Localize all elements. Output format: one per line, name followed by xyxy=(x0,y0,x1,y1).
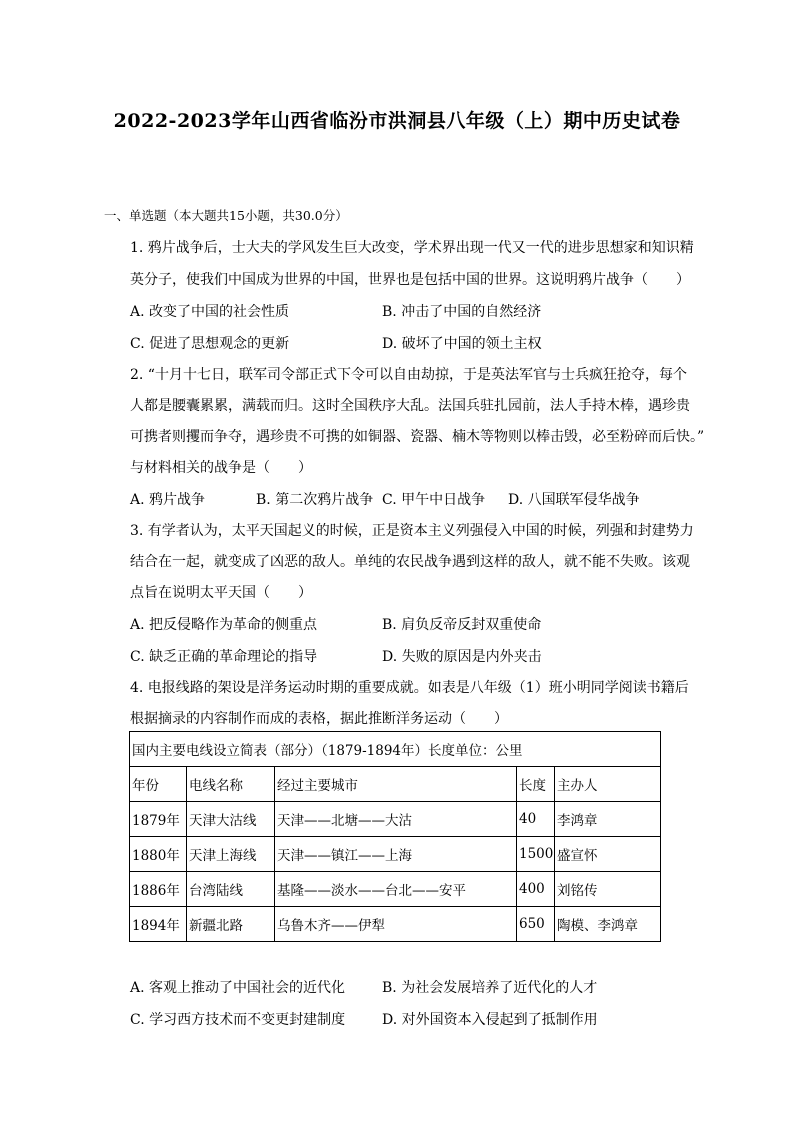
table-row xyxy=(130,872,661,907)
section-heading: 一、单选题（本大题共15小题，共30.0分） xyxy=(104,208,348,223)
cell-length: 40 xyxy=(517,802,555,837)
table-caption: 国内主要电线设立简表（部分）（1879-1894年）长度单位：公里 xyxy=(130,732,661,767)
cell-year: 1880年 xyxy=(130,837,187,872)
telegraph-line-table xyxy=(129,731,661,942)
q3-option-c[interactable]: C. 缺乏正确的革命理论的指导 xyxy=(130,649,318,665)
header-sponsor: 主办人 xyxy=(555,767,661,802)
cell-sponsor: 陶模、李鸿章 xyxy=(555,907,661,942)
cell-year: 1894年 xyxy=(130,907,187,942)
table-header-row xyxy=(130,767,661,802)
q2-option-a[interactable]: A. 鸦片战争 xyxy=(130,492,206,508)
q3-stem-line-2: 结合在一起，就变成了凶恶的敌人。单纯的农民战争遇到这样的敌人，就不能不失败。该观 xyxy=(130,554,690,570)
cell-cities: 乌鲁木齐——伊犁 xyxy=(275,907,517,942)
q2-option-c[interactable]: C. 甲午中日战争 xyxy=(382,492,486,508)
cell-line-name: 台湾陆线 xyxy=(187,872,275,907)
q3-option-d[interactable]: D. 失败的原因是内外夹击 xyxy=(382,649,542,665)
q3-stem-line-1: 3. 有学者认为，太平天国起义的时候，正是资本主义列强侵入中国的时候，列强和封建势力 xyxy=(130,523,694,539)
cell-sponsor: 盛宣怀 xyxy=(555,837,661,872)
cell-year: 1879年 xyxy=(130,802,187,837)
q2-stem-line-2: 人都是腰囊累累，满载而归。这时全国秩序大乱。法国兵驻扎园前，法人手持木棒，遇珍贵 xyxy=(130,398,690,414)
table-row xyxy=(130,802,661,837)
q1-option-a[interactable]: A. 改变了中国的社会性质 xyxy=(130,304,290,320)
q4-option-b[interactable]: B. 为社会发展培养了近代化的人才 xyxy=(382,980,598,996)
page-title: 2022-2023学年山西省临汾市洪洞县八年级（上）期中历史试卷 xyxy=(113,110,681,132)
table-row xyxy=(130,837,661,872)
q4-option-d[interactable]: D. 对外国资本入侵起到了抵制作用 xyxy=(382,1012,598,1028)
cell-cities: 基隆——淡水——台北——安平 xyxy=(275,872,517,907)
q4-stem-line-1: 4. 电报线路的架设是洋务运动时期的重要成就。如表是八年级（1）班小明同学阅读书籍后 xyxy=(130,680,689,696)
q4-option-c[interactable]: C. 学习西方技术而不变更封建制度 xyxy=(130,1012,346,1028)
q3-option-b[interactable]: B. 肩负反帝反封双重使命 xyxy=(382,617,542,633)
q1-option-b[interactable]: B. 冲击了中国的自然经济 xyxy=(382,304,542,320)
cell-line-name: 天津大沽线 xyxy=(187,802,275,837)
q2-stem-line-1: 2. “十月十七日，联军司令部正式下令可以自由劫掠，于是英法军官与士兵疯狂抢夺，每个 xyxy=(130,367,687,383)
cell-length: 400 xyxy=(517,872,555,907)
q3-stem-line-3: 点旨在说明太平天国（ ） xyxy=(130,585,312,601)
cell-cities: 天津——镇江——上海 xyxy=(275,837,517,872)
header-year: 年份 xyxy=(130,767,187,802)
cell-length: 650 xyxy=(517,907,555,942)
q2-stem-line-3: 可携者则攫而争夺，遇珍贵不可携的如铜器、瓷器、楠木等物则以棒击毁，必至粉碎而后快。” xyxy=(130,429,705,445)
q3-option-a[interactable]: A. 把反侵略作为革命的侧重点 xyxy=(130,617,318,633)
cell-length: 1500 xyxy=(517,837,555,872)
cell-line-name: 天津上海线 xyxy=(187,837,275,872)
header-cities: 经过主要城市 xyxy=(275,767,517,802)
q2-stem-line-4: 与材料相关的战争是（ ） xyxy=(130,460,312,476)
header-line-name: 电线名称 xyxy=(187,767,275,802)
q4-option-a[interactable]: A. 客观上推动了中国社会的近代化 xyxy=(130,980,346,996)
cell-cities: 天津——北塘——大沽 xyxy=(275,802,517,837)
cell-sponsor: 刘铭传 xyxy=(555,872,661,907)
table-row xyxy=(130,907,661,942)
cell-sponsor: 李鸿章 xyxy=(555,802,661,837)
q4-stem-line-2: 根据摘录的内容制作而成的表格，据此推断洋务运动（ ） xyxy=(130,711,508,727)
header-length: 长度 xyxy=(517,767,555,802)
q2-option-d[interactable]: D. 八国联军侵华战争 xyxy=(508,492,640,508)
q1-option-d[interactable]: D. 破坏了中国的领土主权 xyxy=(382,336,542,352)
cell-line-name: 新疆北路 xyxy=(187,907,275,942)
q1-stem-line-1: 1. 鸦片战争后，士大夫的学风发生巨大改变，学术界出现一代又一代的进步思想家和知识精 xyxy=(130,240,694,256)
cell-year: 1886年 xyxy=(130,872,187,907)
q2-option-b[interactable]: B. 第二次鸦片战争 xyxy=(256,492,374,508)
q1-option-c[interactable]: C. 促进了思想观念的更新 xyxy=(130,336,290,352)
q1-stem-line-2: 英分子，使我们中国成为世界的中国，世界也是包括中国的世界。这说明鸦片战争（ ） xyxy=(130,272,690,288)
